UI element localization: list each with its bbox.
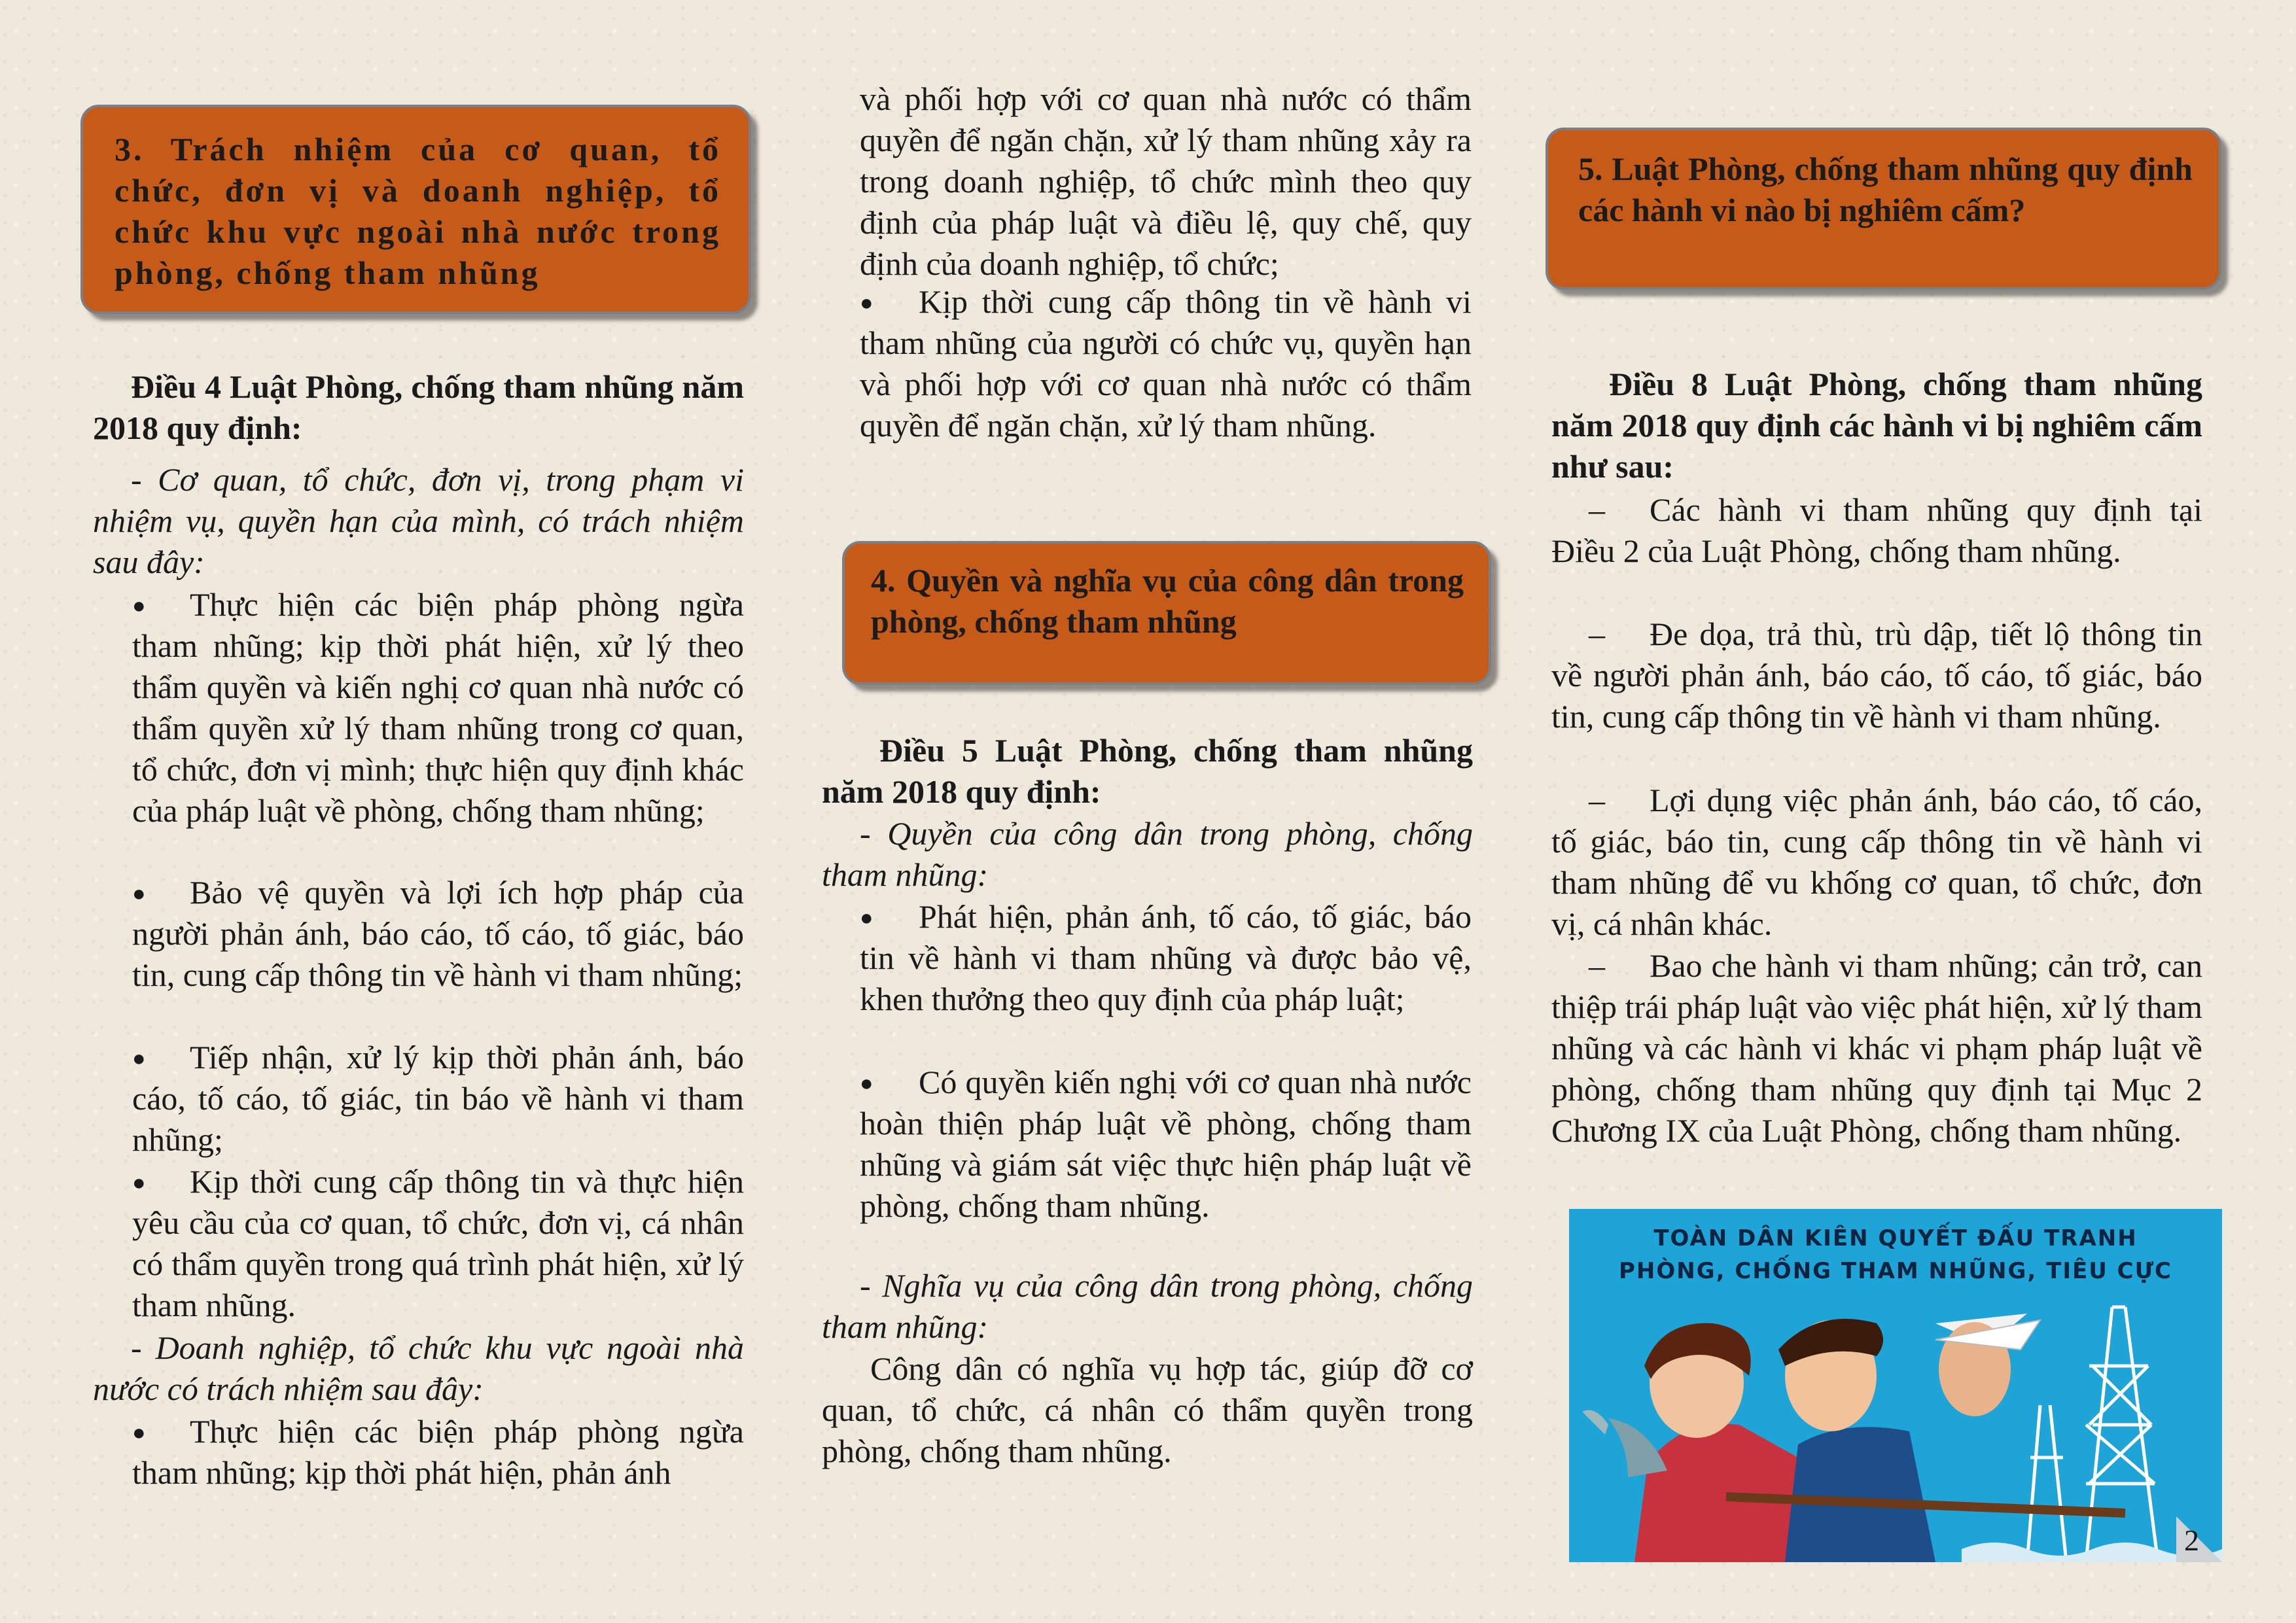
col2-bullet-2: Có quyền kiến nghị với cơ quan nhà nước hoàn thiện pháp luật về phòng, chống tham nhũng và giám sát việc thực hiện pháp luật về phòng, chống tham nhũng.	[860, 1064, 1472, 1224]
col1-bullet-5: Thực hiện các biện pháp phòng ngừa tham nhũng; kịp thời phát hiện, phản ánh	[132, 1413, 744, 1491]
col2-bullet-1: Phát hiện, phản ánh, tố cáo, tố giác, báo tin về hành vi tham nhũng và được bảo vệ, khen thưởng theo quy định của pháp luật;	[860, 898, 1472, 1017]
page-curl	[2176, 1516, 2222, 1562]
col1-bullet-4: Kịp thời cung cấp thông tin và thực hiện yêu cầu của cơ quan, tổ chức, đơn vị, cá nhân có thẩm quyền trong quá trình phát hiện, xử lý tham nhũng.	[132, 1163, 744, 1323]
col1-sub2: - Doanh nghiệp, tổ chức khu vực ngoài nhà nước có trách nhiệm sau đây:	[93, 1329, 744, 1407]
col1-bullet-3: Tiếp nhận, xử lý kịp thời phản ánh, báo cáo, tố cáo, tố giác, tin báo về hành vi tham nhũng;	[132, 1039, 744, 1158]
bullet-dot: ●	[132, 1047, 146, 1071]
bullet-dot: ●	[132, 1171, 146, 1195]
bullet-dot: ●	[132, 1421, 146, 1445]
section-5-heading	[1545, 128, 2221, 290]
col2-intro: Điều 5 Luật Phòng, chống tham nhũng năm 2018 quy định:	[822, 732, 1473, 810]
col2-sub2: - Nghĩa vụ của công dân trong phòng, chống tham nhũng:	[822, 1267, 1473, 1345]
bullet-dot: ●	[132, 882, 146, 906]
section-5-heading-text: 5. Luật Phòng, chống tham nhũng quy định các hành vi nào bị nghiêm cấm?	[1578, 150, 2193, 228]
section-3-heading-text: 3. Trách nhiệm của cơ quan, tổ chức, đơn vị và doanh nghiệp, tổ chức khu vực ngoài nhà nước trong phòng, chống tham nhũng	[115, 131, 721, 291]
col1-bullet-1: Thực hiện các biện pháp phòng ngừa tham nhũng; kịp thời phát hiện, xử lý theo thẩm quyền và kiến nghị cơ quan nhà nước có thẩm quyền xử lý tham nhũng trong cơ quan, tổ chức, đơn vị mình; thực hiện quy định khác của pháp luật về phòng, chống tham nhũng;	[132, 586, 744, 829]
poster-line-2: PHÒNG, CHỐNG THAM NHŨNG, TIÊU CỰC	[1619, 1258, 2172, 1284]
dash-marker: –	[1589, 782, 1605, 818]
col2-duty: Công dân có nghĩa vụ hợp tác, giúp đỡ cơ quan, tổ chức, cá nhân có thẩm quyền trong phòng, chống tham nhũng.	[822, 1350, 1473, 1469]
dash-marker: –	[1589, 616, 1605, 652]
col3-item-4: Bao che hành vi tham nhũng; cản trở, can thiệp trái pháp luật vào việc phát hiện, xử lý tham nhũng và các hành vi khác vi phạm pháp luật về phòng, chống tham nhũng quy định tại Mục 2 Chương IX của Luật Phòng, chống tham nhũng.	[1551, 947, 2202, 1149]
section-4-heading-text: 4. Quyền và nghĩa vụ của công dân trong phòng, chống tham nhũng	[871, 562, 1464, 640]
col2-continuation: và phối hợp với cơ quan nhà nước có thẩm quyền để ngăn chặn, xử lý tham nhũng xảy ra trong doanh nghiệp, tổ chức mình theo quy định của pháp luật và điều lệ, quy chế, quy định của doanh nghiệp, tổ chức;	[860, 80, 1472, 282]
bullet-dot: ●	[860, 906, 874, 930]
col3-item-2: Đe dọa, trả thù, trù dập, tiết lộ thông tin về người phản ánh, báo cáo, tố cáo, tố giác, báo tin, cung cấp thông tin về hành vi tham nhũng.	[1551, 616, 2202, 735]
col3-item-3: Lợi dụng việc phản ánh, báo cáo, tố cáo, tố giác, báo tin, cung cấp thông tin về hành vi tham nhũng để vu khống cơ quan, tổ chức, đơn vị, cá nhân khác.	[1551, 782, 2202, 942]
col3-intro: Điều 8 Luật Phòng, chống tham nhũng năm 2018 quy định các hành vi bị nghiêm cấm như sau:	[1551, 366, 2202, 485]
poster-illustration	[1569, 1209, 2222, 1562]
col1-bullet-2: Bảo vệ quyền và lợi ích hợp pháp của người phản ánh, báo cáo, tố cáo, tố giác, báo tin, cung cấp thông tin về hành vi tham nhũng;	[132, 874, 744, 993]
col1-sub1: - Cơ quan, tổ chức, đơn vị, trong phạm vi nhiệm vụ, quyền hạn của mình, có trách nhiệm sau đây:	[93, 461, 744, 580]
bullet-dot: ●	[132, 594, 146, 618]
col2-sub1: - Quyền của công dân trong phòng, chống tham nhũng:	[822, 815, 1473, 893]
col1-intro: Điều 4 Luật Phòng, chống tham nhũng năm 2018 quy định:	[93, 368, 744, 446]
bullet-dot: ●	[860, 1072, 874, 1096]
poster-line-1: TOÀN DÂN KIÊN QUYẾT ĐẤU TRANH	[1653, 1225, 2138, 1251]
dash-marker: –	[1589, 491, 1605, 528]
power-pylon-icon	[2027, 1307, 2158, 1562]
page-number: 2	[2184, 1524, 2199, 1557]
bullet-dot: ●	[860, 291, 874, 315]
col3-item-1: Các hành vi tham nhũng quy định tại Điều 2 của Luật Phòng, chống tham nhũng.	[1551, 491, 2202, 569]
col2-bullet-continuation: Kịp thời cung cấp thông tin về hành vi tham nhũng của người có chức vụ, quyền hạn và phối hợp với cơ quan nhà nước có thẩm quyền để ngăn chặn, xử lý tham nhũng.	[860, 283, 1472, 444]
section-4-heading	[842, 541, 1491, 685]
people-figures-icon	[1582, 1314, 2125, 1562]
dash-marker: –	[1589, 947, 1605, 984]
anti-corruption-poster	[1569, 1209, 2222, 1562]
section-3-heading	[80, 105, 751, 314]
